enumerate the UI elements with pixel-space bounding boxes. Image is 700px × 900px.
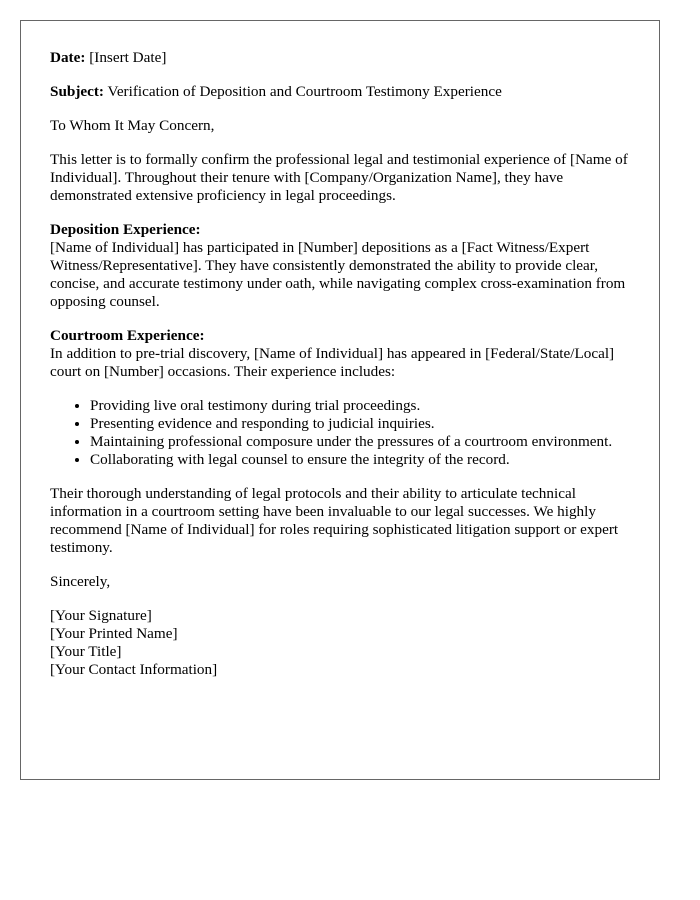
signature-block: [50, 607, 630, 679]
courtroom-section: [50, 327, 630, 381]
subject-value: Verification of Deposition and Courtroom Testimony Experience: [107, 83, 502, 100]
letter-page: [20, 20, 660, 780]
printed-name-line: [Your Printed Name]: [50, 625, 178, 642]
signature-line: [Your Signature]: [50, 607, 152, 624]
salutation: To Whom It May Concern,: [50, 117, 215, 134]
date-value: [Insert Date]: [89, 49, 167, 66]
subject-line: [50, 83, 630, 101]
closing-paragraph: Their thorough understanding of legal protocols and their ability to articulate technical information in a courtroom setting have been invaluable to our legal successes. We highly recommend [Name of Individual] for roles requiring sophisticated litigation support or expert testimony.: [50, 485, 619, 556]
date-label: Date:: [50, 49, 86, 66]
deposition-heading: Deposition Experience:: [50, 221, 201, 238]
subject-label: Subject:: [50, 83, 104, 100]
list-item: • Collaborating with legal counsel to ensure the integrity of the record.: [90, 451, 630, 469]
list-item: • Providing live oral testimony during trial proceedings.: [90, 397, 630, 415]
deposition-section: [50, 221, 630, 311]
list-item: • Presenting evidence and responding to judicial inquiries.: [90, 415, 630, 433]
title-line: [Your Title]: [50, 643, 122, 660]
courtroom-body: In addition to pre-trial discovery, [Name of Individual] has appeared in [Federal/State/Local] court on [Number] occasions. Their experience includes:: [50, 345, 615, 380]
courtroom-heading: Courtroom Experience:: [50, 327, 205, 344]
date-line: [50, 49, 630, 67]
list-item: • Maintaining professional composure under the pressures of a courtroom environment.: [90, 433, 630, 451]
deposition-body: [Name of Individual] has participated in [Number] depositions as a [Fact Witness/Expert Witness/Representative]. They have consistently demonstrated the ability to provide clear, concise, and accurate testimony under oath, while navigating complex cross-examination from opposing counsel.: [50, 239, 626, 310]
signoff: Sincerely,: [50, 573, 111, 590]
contact-line: [Your Contact Information]: [50, 661, 218, 678]
courtroom-experience-list: [50, 397, 630, 469]
intro-paragraph: This letter is to formally confirm the professional legal and testimonial experience of [Name of Individual]. Throughout their tenure with [Company/Organization Name], they have demonstrated extensive proficiency in legal proceedings.: [50, 151, 628, 204]
